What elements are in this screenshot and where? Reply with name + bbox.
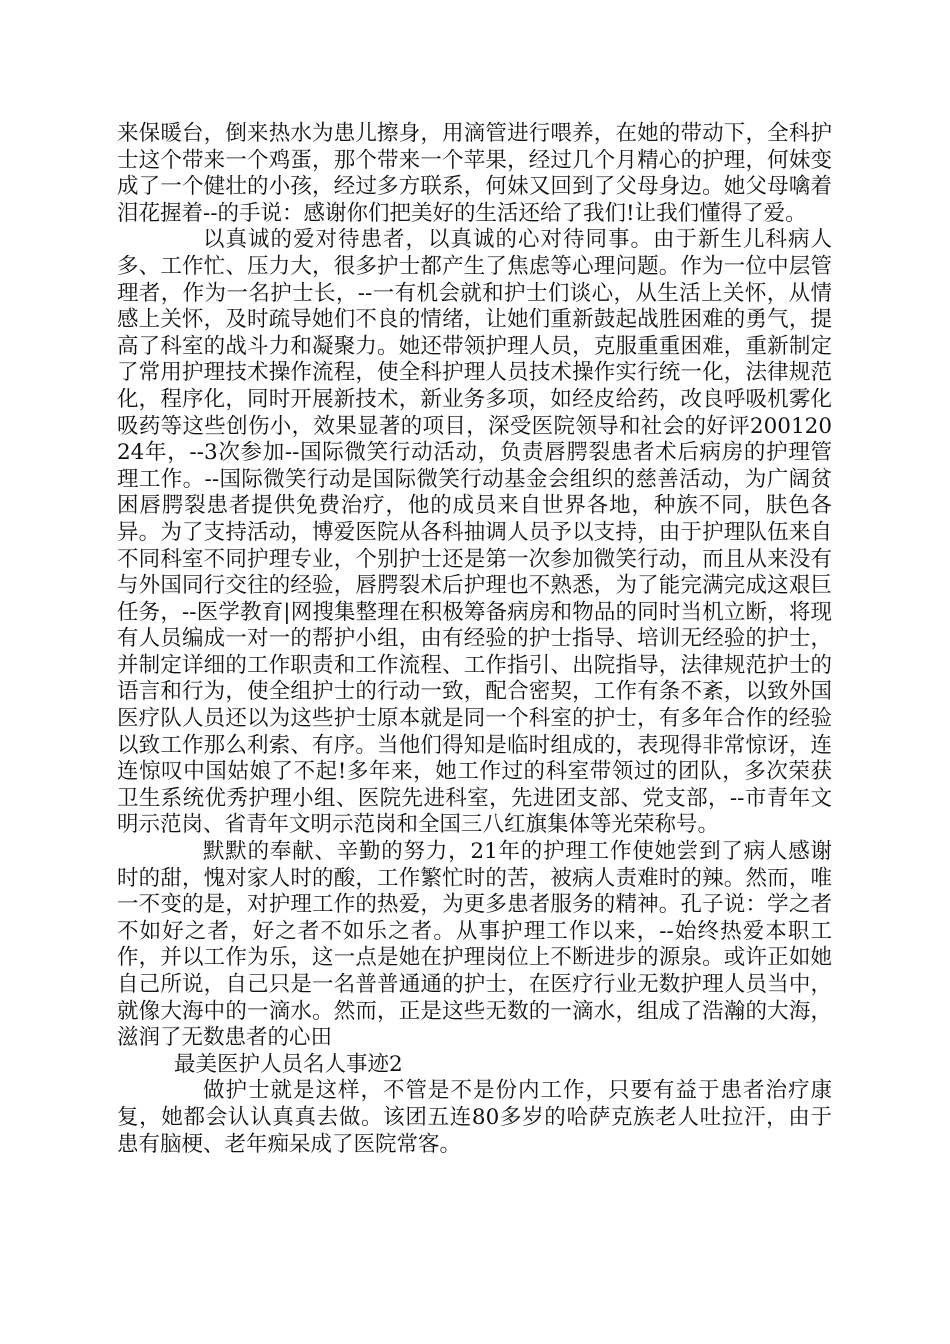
paragraph-continuation: 来保暖台，倒来热水为患儿擦身，用滴管进行喂养，在她的带动下，全科护士这个带来一个鸡蛋，那个带来一个苹果，经过几个月精心的护理，何妹变成了一个健壮的小孩，经过多方联系，何妹又回到了父母身边。她父母噙着泪花握着--的手说：感谢你们把美好的生活还给了我们!让我们懂得了爱。 — [117, 121, 832, 226]
document-page — [117, 121, 832, 1158]
section-heading: 最美医护人员名人事迹2 — [174, 1051, 403, 1077]
paragraph-sincere-care: 以真诚的爱对待患者，以真诚的心对待同事。由于新生儿科病人多、工作忙、压力大，很多护士都产生了焦虑等心理问题。作为一位中层管理者，作为一名护士长，--一有机会就和护士们谈心，从生活上关怀，从情感上关怀，及时疏导她们不良的情绪，让她们重新鼓起战胜困难的勇气，提高了科室的战斗力和凝聚力。她还带领护理人员，克服重重困难，重新制定了常用护理技术操作流程，使全科护理人员技术操作实行统一化，法律规范化，程序化，同时开展新技术，新业务多项，如经皮给药，改良呼吸机雾化吸药等这些创伤小，效果显著的项目，深受医院领导和社会的好评20012024年，--3次参加--国际微笑行动活动，负责唇腭裂患者术后病房的护理管理工作。--国际微笑行动是国际微笑行动基金会组织的慈善活动，为广阔贫困唇腭裂患者提供免费治疗，他的成员来自世界各地，种族不同，肤色各异。为了支持活动，博爱医院从各科抽调人员予以支持，由于护理队伍来自不同科室不同护理专业，个别护士还是第一次参加微笑行动，而且从来没有与外国同行交往的经验，唇腭裂术后护理也不熟悉，为了能完满完成这艰巨任务，--医学教育|网搜集整理在积极筹备病房和物品的同时当机立断，将现有人员编成一对一的帮护小组，由有经验的护士指导、培训无经验的护士，并制定详细的工作职责和工作流程、工作指引、出院指导，法律规范护士的语言和行为，使全组护士的行动一致，配合密契，工作有条不紊，以致外国医疗队人员还以为这些护士原本就是同一个科室的护士，有多年合作的经验以致工作那么利索、有序。当他们得知是临时组成的，表现得非常惊讶，连连惊叹中国姑娘了不起!多年来，她工作过的科室带领过的团队，多次荣获卫生系统优秀护理小组、医院先进科室，先进团支部、党支部，--市青年文明示范岗、省青年文明示范岗和全国三八红旗集体等光荣称号。 — [117, 227, 832, 838]
paragraph-dedication: 默默的奉献、辛勤的努力，21年的护理工作使她尝到了病人感谢时的甜，愧对家人时的酸，工作繁忙时的苦，被病人责难时的辣。然而，唯一不变的是，对护理工作的热爱，为更多患者服务的精神。孔子说：学之者不如好之者，好之者不如乐之者。从事护理工作以来，--始终热爱本职工作，并以工作为乐，这一点是她在护理岗位上不断进步的源泉。或许正如她自己所说，自己只是一名普普通通的护士，在医疗行业无数护理人员当中，就像大海中的一滴水。然而，正是这些无数的一滴水，组成了浩瀚的大海，滋润了无数患者的心田 — [117, 839, 832, 1051]
paragraph-nurse-story: 做护士就是这样，不管是不是份内工作，只要有益于患者治疗康复，她都会认认真真去做。该团五连80多岁的哈萨克族老人吐拉汗，由于患有脑梗、老年痴呆成了医院常客。 — [117, 1078, 832, 1157]
